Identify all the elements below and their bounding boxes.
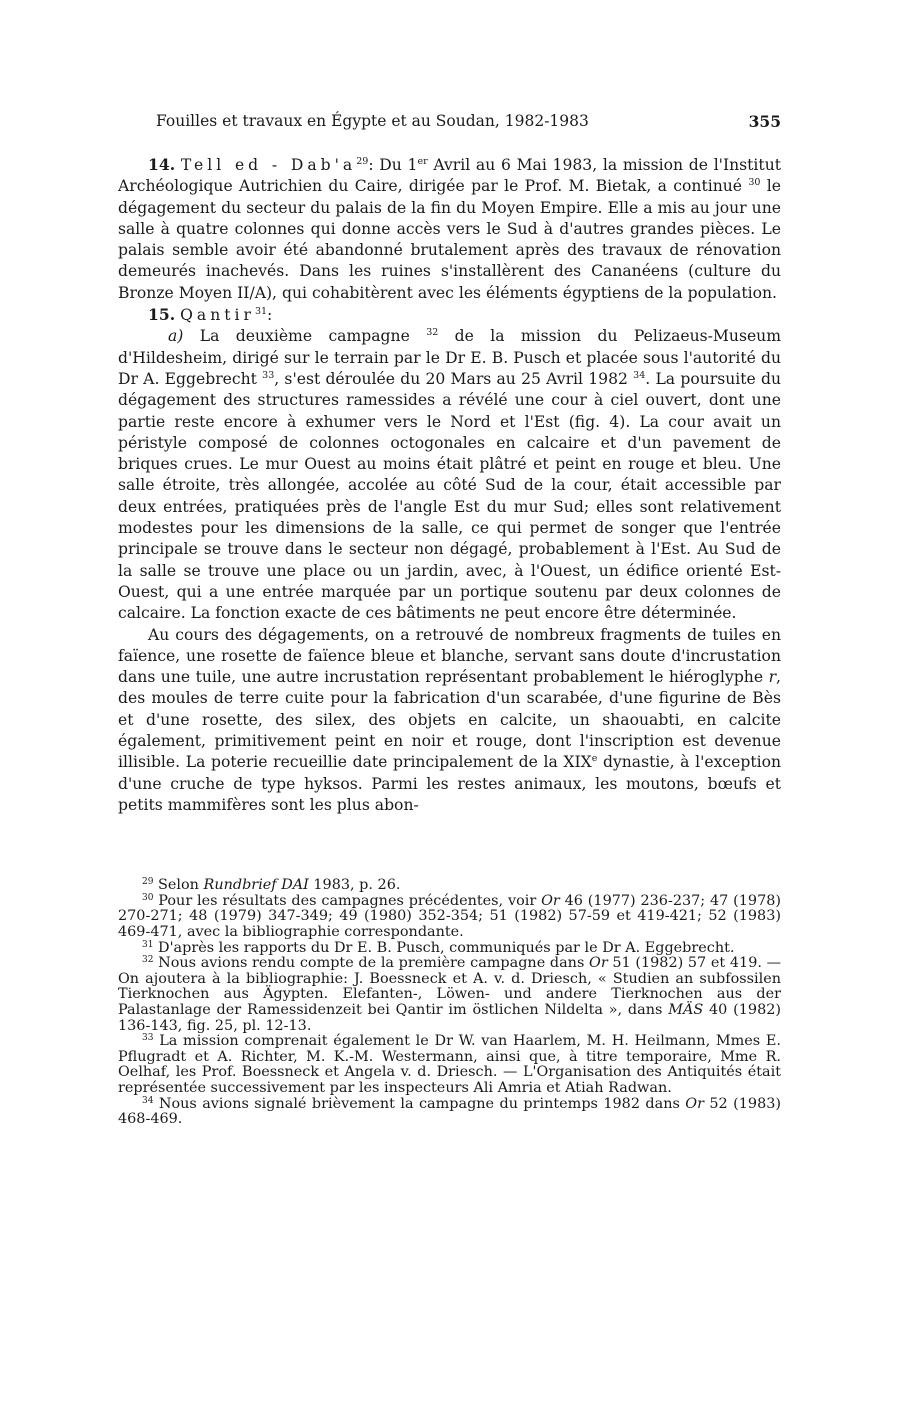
footnote-32 xyxy=(118,956,781,1034)
footnote-29 xyxy=(118,878,781,894)
hieroglyph-letter: r xyxy=(768,668,777,687)
text-span: D'après les rapports du Dr E. B. Pusch, communiqués par le Dr A. Eggebrecht. xyxy=(153,939,735,956)
footnote-number: 33 xyxy=(142,1033,154,1044)
text-span: , des moules de terre cuite pour la fabrication d'un scarabée, d'une figurine de Bès et d'une rosette, des silex, des objets en calcite, un shaouabti, en calcite également, primitivement peint en noir et rouge, dont l'inscription est devenue illisible. La poterie recueillie date principalement de la XIX xyxy=(118,668,781,772)
section-15-finds-paragraph xyxy=(118,625,781,817)
italic-title: Rundbrief DAI xyxy=(203,877,309,894)
text-span: le dégagement du secteur du palais de la fin du Moyen Empire. Elle a mis au jour une salle à quatre colonnes qui donne accès vers le Sud à d'autres grandes pièces. Le palais semble avoir été abandonné brutalement après des travaux de rénovation demeurés inachevés. Dans les ruines s'installèrent des Cananéens (culture du Bronze Moyen II/A), qui cohabitèrent avec les éléments égyptiens de la population. xyxy=(118,177,781,302)
footnote-number: 30 xyxy=(142,892,154,903)
footnote-number: 29 xyxy=(142,877,154,888)
page xyxy=(118,112,781,1128)
footnote-number: 32 xyxy=(142,955,154,966)
item-label: a) xyxy=(168,327,184,346)
text-span: 40 (1982) 136-143, fig. 25, pl. 12-13. xyxy=(118,1001,781,1034)
text-span: La deuxième campagne xyxy=(183,327,427,346)
running-title: Fouilles et travaux en Égypte et au Soudan, 1982-1983 xyxy=(156,112,589,130)
section-number: 15. xyxy=(148,305,176,325)
footnote-ref: 32 xyxy=(426,327,439,339)
text-span: 51 (1982) 57 et 419. — On ajoutera à la bibliographie: J. Boessneck et A. v. d. Driesch, « Studien an subfossilen Tierknochen aus Ägypten. Elefanten-, Löwen- und andere Tierknochen aus der Palastanlage der Ramessidenzeit bei Qantir im östlichen Nildelta », dans xyxy=(118,955,781,1018)
footnote-ref: 29 xyxy=(356,156,369,167)
text-span: Au cours des dégagements, on a retrouvé de nombreux fragments de tuiles en faïence, une rosette de faïence bleue et blanche, servant sans doute d'incrustation dans une tuile, une autre incrustation représentant probablement le hiéroglyphe xyxy=(118,625,781,687)
section-number: 14. xyxy=(148,155,176,174)
running-header xyxy=(118,112,781,138)
text-span: . La poursuite du dégagement des structures ramessides a révélé une cour à ciel ouvert, dont une partie reste encore à exhumer vers le Nord et l'Est (fig. 4). La cour avait un péristyle composé de colonnes octogonales en calcaire et d'un pavement de briques crues. Le mur Ouest au moins était plâtré et peint en rouge et bleu. Une salle étroite, très allongée, accolée au côté Sud de la cour, était accessible par deux entrées, pratiquées près de l'angle Est du mur Sud; elles sont relativement modestes pour les dimensions de la salle, ce qui permet de songer que l'entrée principale se trouve dans le secteur non dégagé, probablement à l'Est. Au Sud de la salle se trouve une place ou un jardin, avec, à l'Ouest, un édifice orienté Est-Ouest, qui a une entrée marquée par un portique soutenu par deux colonnes de calcaire. La fonction exacte de ces bâtiments ne peut encore être déterminée. xyxy=(118,369,781,623)
footnote-33 xyxy=(118,1034,781,1096)
footnote-ref: 34 xyxy=(633,369,646,381)
italic-title: Or xyxy=(685,1095,704,1112)
footnote-number: 34 xyxy=(142,1095,154,1106)
text-span: Pour les résultats des campagnes précédentes, voir xyxy=(153,892,542,909)
footnote-31 xyxy=(118,941,781,957)
text-span: 52 (1983) 468-469. xyxy=(118,1095,781,1128)
site-name: Qantir xyxy=(180,306,255,325)
text-span: Avril au 6 Mai 1983, la mission de l'Institut Archéologique Autrichien du Caire, dirigée par le Prof. M. Bietak, a continué xyxy=(118,156,781,196)
text-span: de la mission du Pelizaeus-Museum d'Hildesheim, dirigé sur le terrain par le Dr E. B. Pusch et placée sous l'autorité du Dr A. Eggebrecht xyxy=(118,327,782,388)
footnote-34 xyxy=(118,1097,781,1128)
page-number: 355 xyxy=(748,112,781,131)
footnote-ref: 33 xyxy=(262,369,275,381)
footnote-ref: 31 xyxy=(254,306,268,318)
italic-title: MÄS xyxy=(668,1001,704,1018)
section-15-heading xyxy=(118,304,781,326)
section-15a-paragraph xyxy=(118,326,781,624)
footnote-ref: 30 xyxy=(748,177,761,189)
footnote-30 xyxy=(118,894,781,941)
text-span: : xyxy=(267,306,273,325)
italic-title: Or xyxy=(541,892,560,909)
text-span: dynastie, à l'exception d'une cruche de type hyksos. Parmi les restes animaux, les moutons, bœufs et petits mammifères sont les plus abon- xyxy=(118,753,782,814)
text-span: 1983, p. 26. xyxy=(308,877,401,894)
text-span: Nous avions rendu compte de la première campagne dans xyxy=(153,955,590,972)
superscript: e xyxy=(591,753,598,765)
text-span: La mission comprenait également le Dr W. van Haarlem, M. H. Heilmann, Mmes E. Pflugradt et A. Richter, M. K.-M. Westermann, ainsi que, à titre temporaire, Mme R. Oelhaf, les Prof. Boessneck et Angela v. d. Driesch. — L'Organisation des Antiquités était représentée successivement par les inspecteurs Ali Amria et Atiah Radwan. xyxy=(118,1033,781,1096)
site-name: Tell ed - Dab'a xyxy=(180,156,357,174)
text-span: , s'est déroulée du 20 Mars au 25 Avril 1982 xyxy=(274,369,634,388)
text-span: Selon xyxy=(153,877,204,894)
superscript: er xyxy=(417,156,428,167)
footnotes xyxy=(118,878,781,1128)
section-14-paragraph xyxy=(118,154,781,304)
italic-title: Or xyxy=(589,955,608,972)
text-span: 46 (1977) 236-237; 47 (1978) 270-271; 48 (1979) 347-349; 49 (1980) 352-354; 51 (1982) 57-59 et 419-421; 52 (1983) 469-471, avec la bibliographie correspondante. xyxy=(118,892,781,940)
text-span: : Du 1 xyxy=(368,156,418,174)
main-text xyxy=(118,154,781,816)
text-span: Nous avions signalé brièvement la campagne du printemps 1982 dans xyxy=(153,1095,686,1112)
footnote-number: 31 xyxy=(142,939,154,950)
